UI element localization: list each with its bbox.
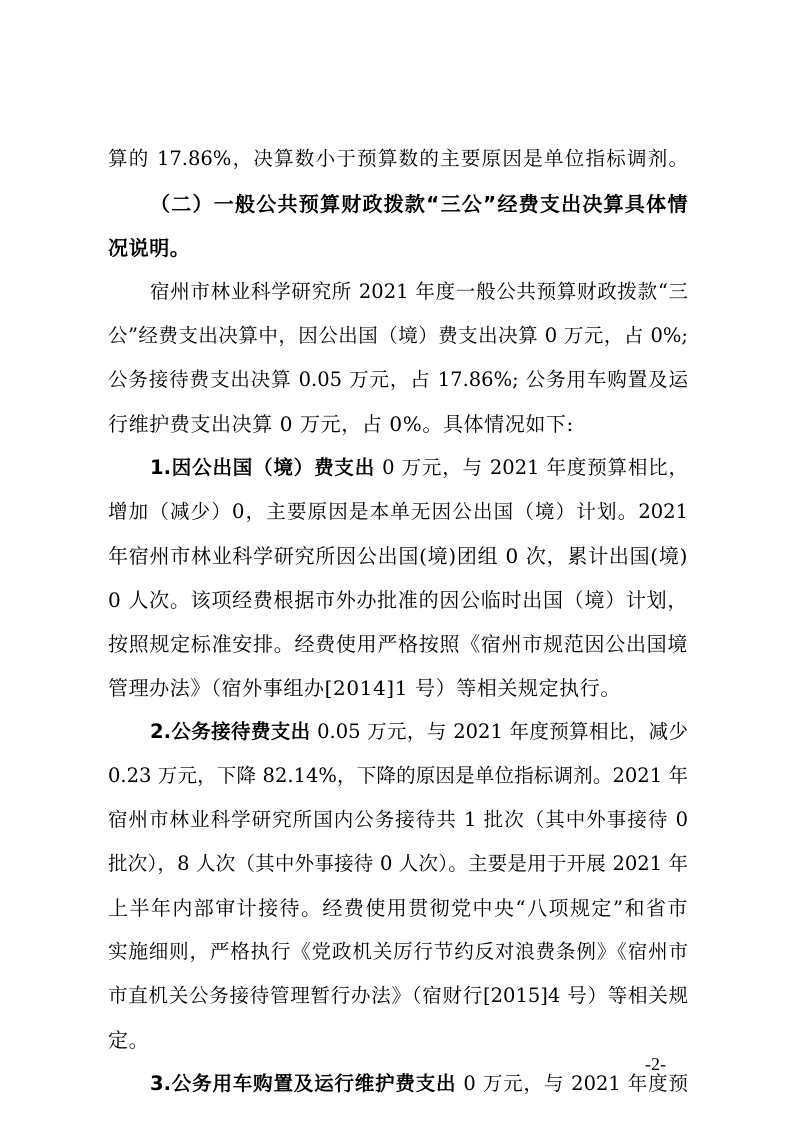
text-line: 宿州市林业科学研究所国内公务接待共 1 批次（其中外事接待 0 [108,808,688,831]
text-line: 行维护费支出决算 0 万元，占 0%。具体情况如下: [108,412,574,436]
item-3-line [150,1071,688,1097]
section-heading-continued: 况说明。 [108,236,191,260]
text-line: 年宿州市林业科学研究所因公出国(境)团组 0 次，累计出国(境) [108,544,688,568]
item-3-heading: 3.公务用车购置及运行维护费支出 [150,1072,457,1095]
text-line: 批次），8 人次（其中外事接待 0 人次）。主要是用于开展 2021 年 [108,852,688,875]
item-2-heading: 2.公务接待费支出 [150,720,311,743]
text-line: 公”经费支出决算中，因公出国（境）费支出决算 0 万元，占 0%; [108,324,688,347]
text-line: 0.23 万元，下降 82.14%，下降的原因是单位指标调剂。2021 年 [108,764,688,787]
text-line: 上半年内部审计接待。经费使用贯彻党中央“八项规定”和省市 [108,896,688,920]
text-line: 算的 17.86%，决算数小于预算数的主要原因是单位指标调剂。 [108,147,688,170]
item-1-heading: 1.因公出国（境）费支出 [150,456,376,479]
text-line: 增加（减少）0，主要原因是本单无因公出国（境）计划。2021 [108,500,688,523]
text-line: 0 人次。该项经费根据市外办批准的因公临时出国（境）计划， [108,588,688,612]
text-line: 管理办法》（宿外事组办[2014]1 号）等相关规定执行。 [108,676,621,700]
page-number: -2- [645,1054,666,1074]
text-line: 按照规定标准安排。经费使用严格按照《宿州市规范因公出国境 [108,632,688,656]
item-2-line [150,719,688,745]
item-2-text: 0.05 万元，与 2021 年度预算相比，减少 [310,720,688,743]
text-line: 公务接待费支出决算 0.05 万元，占 17.86%; 公务用车购置及运 [108,368,688,391]
item-1-text: 0 万元，与 2021 年度预算相比， [375,456,689,479]
text-line: 实施细则，严格执行《党政机关厉行节约反对浪费条例》《宿州市 [108,940,688,963]
section-heading: （二）一般公共预算财政拨款“三公”经费支出决算具体情 [150,192,688,216]
text-line: 定。 [108,1028,150,1052]
item-3-text: 0 万元，与 2021 年度预 [456,1072,688,1095]
text-line: 市直机关公务接待管理暂行办法》（宿财行[2015]4 号）等相关规 [108,984,688,1007]
item-1-line [150,455,688,481]
text-line: 宿州市林业科学研究所 2021 年度一般公共预算财政拨款“三 [150,280,688,303]
